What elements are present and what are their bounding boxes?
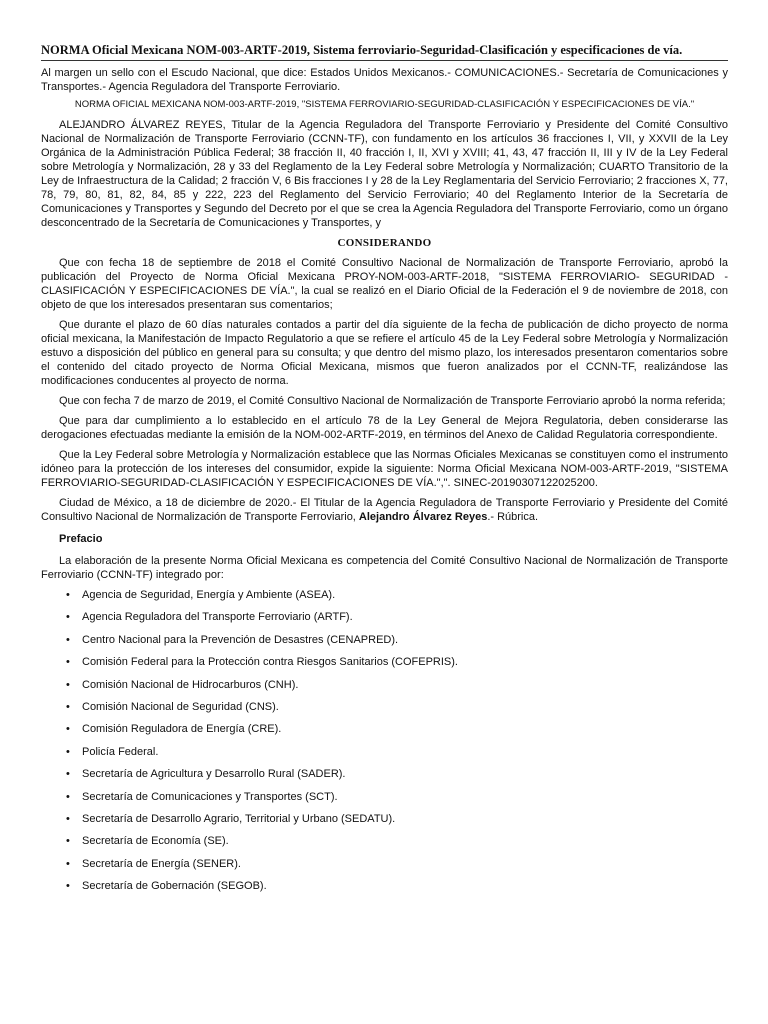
list-item — [41, 879, 728, 901]
list-item — [41, 812, 728, 834]
bullet-icon: • — [66, 812, 70, 825]
member-name: Comisión Nacional de Seguridad (CNS). — [82, 700, 279, 713]
considerando-paragraph: Que la Ley Federal sobre Metrología y Normalización establece que las Normas Oficiales Mexicanas se constituyen como el instrumento idóneo para la protección de los intereses del consumidor, expide la siguiente: Norma Oficial Mexicana NOM-003-ARTF-2019, "SISTEMA FERROVIARIO-SEGURIDAD-CLASIFICACIÓN Y ESPECIFICACIONES DE VÍA.",". SINEC-20190307122025200. — [41, 449, 728, 489]
document-title: NORMA Oficial Mexicana NOM-003-ARTF-2019, Sistema ferroviario-Seguridad-Clasificación y especificaciones de vía. — [41, 42, 728, 61]
bullet-icon: • — [66, 857, 70, 870]
considerando-paragraph: Que durante el plazo de 60 días naturales contados a partir del día siguiente de la fecha de publicación de dicho proyecto de norma oficial mexicana, la Manifestación de Impacto Regulatorio a que se refiere el artículo 45 de la Ley Federal sobre Metrología y Normalización estuvo a disposición del público en general para su consulta; y que dentro del mismo plazo, los interesados presentaron comentarios sobre el contenido del citado proyecto de Norma Oficial Mexicana, mismos que fueron analizados por el CCNN-TF, realizándose las modificaciones conducentes al proyecto de norma. — [41, 319, 728, 387]
member-name: Agencia de Seguridad, Energía y Ambiente (ASEA). — [82, 589, 336, 601]
member-name: Comisión Reguladora de Energía (CRE). — [82, 723, 282, 736]
list-item — [41, 655, 728, 677]
standard-caption: NORMA OFICIAL MEXICANA NOM-003-ARTF-2019, "SISTEMA FERROVIARIO-SEGURIDAD-CLASIFICACIÓN Y ESPECIFICACIONES DE VÍA." — [74, 99, 695, 110]
bullet-icon: • — [66, 835, 70, 848]
member-name: Secretaría de Comunicaciones y Transportes (SCT). — [82, 790, 338, 803]
bullet-icon: • — [66, 880, 70, 893]
seal-margin-note: Al margen un sello con el Escudo Nacional, que dice: Estados Unidos Mexicanos.- COMUNICACIONES.- Secretaría de Comunicaciones y Transportes.- Agencia Reguladora del Transporte Ferroviario. — [41, 67, 728, 93]
member-name: Secretaría de Desarrollo Agrario, Territorial y Urbano (SEDATU). — [82, 812, 396, 825]
bullet-icon: • — [66, 656, 70, 669]
committee-members-list — [41, 588, 728, 901]
signer-name: Alejandro Álvarez Reyes — [358, 511, 488, 523]
list-item — [41, 834, 728, 856]
considerando-paragraph: Que para dar cumplimiento a lo establecido en el artículo 78 de la Ley General de Mejora Regulatoria, deben considerarse las derogaciones efectuadas mediante la emisión de la NOM-002-ARTF-2019, en términos del Anexo de Calidad Regulatoria correspondiente. — [41, 415, 728, 441]
member-name: Comisión Nacional de Hidrocarburos (CNH). — [82, 678, 299, 691]
bullet-icon: • — [66, 678, 70, 691]
prefacio-heading: Prefacio — [59, 533, 103, 545]
considerando-heading: CONSIDERANDO — [337, 237, 432, 249]
considerando-paragraph: Que con fecha 7 de marzo de 2019, el Comité Consultivo Nacional de Normalización de Transporte Ferroviario aprobó la norma referida; — [59, 395, 726, 407]
closing-suffix: .- Rúbrica. — [487, 511, 539, 523]
member-name: Comisión Federal para la Protección contra Riesgos Sanitarios (COFEPRIS). — [82, 656, 458, 669]
member-name: Secretaría de Gobernación (SEGOB). — [82, 880, 267, 893]
list-item — [41, 722, 728, 744]
list-item — [41, 633, 728, 655]
list-item — [41, 678, 728, 700]
bullet-icon: • — [66, 768, 70, 781]
bullet-icon: • — [66, 633, 70, 646]
list-item — [41, 610, 728, 632]
closing-text: Ciudad de México, a 18 de diciembre de 2020.- El Titular de la Agencia Reguladora de Transporte Ferroviario y Presidente del Comité Consultivo Nacional de Normalización de Transporte Ferroviario, — [41, 497, 728, 523]
member-name: Secretaría de Agricultura y Desarrollo Rural (SADER). — [82, 768, 346, 781]
list-item — [41, 588, 728, 610]
list-item — [41, 790, 728, 812]
list-item — [41, 745, 728, 767]
member-name: Centro Nacional para la Prevención de Desastres (CENAPRED). — [82, 633, 399, 646]
bullet-icon: • — [66, 589, 70, 601]
list-item — [41, 767, 728, 789]
bullet-icon: • — [66, 723, 70, 736]
bullet-icon: • — [66, 790, 70, 803]
member-name: Secretaría de Energía (SENER). — [82, 857, 241, 870]
considerando-paragraph: Que con fecha 18 de septiembre de 2018 el Comité Consultivo Nacional de Normalización de Transporte Ferroviario, aprobó la publicación del Proyecto de Norma Oficial Mexicana PROY-NOM-003-ARTF-2018, "SISTEMA FERROVIARIO- SEGURIDAD - CLASIFICACIÓN Y ESPECIFICACIONES DE VÍA.", la cual se realizó en el Diario Oficial de la Federación el 9 de noviembre de 2018, con objeto de que los interesados presentaran sus comentarios; — [41, 257, 728, 311]
bullet-icon: • — [66, 611, 70, 624]
member-name: Secretaría de Economía (SE). — [82, 835, 229, 848]
prefacio-paragraph: La elaboración de la presente Norma Oficial Mexicana es competencia del Comité Consultivo Nacional de Normalización de Transporte Ferroviario (CCNN-TF) integrado por: — [41, 555, 728, 581]
member-name: Agencia Reguladora del Transporte Ferroviario (ARTF). — [82, 611, 353, 624]
list-item — [41, 857, 728, 879]
list-item — [41, 700, 728, 722]
intro-paragraph: ALEJANDRO ÁLVAREZ REYES, Titular de la Agencia Reguladora del Transporte Ferroviario y Presidente del Comité Consultivo Nacional de Normalización de Transporte Ferroviario (CCNN-TF), con fundamento en los artículos 36 fracciones I, VII, y XXVII de la Ley Orgánica de la Administración Pública Federal; 38 fracción II, 40 fracción I, II, XVI y XVIII; 41, 43, 47 fracción II, III y IV de la Ley Federal sobre Metrología y Normalización, 28 y 33 del Reglamento de la Ley Federal sobre Metrología y Normalización; CUARTO Transitorio de la Ley de Infraestructura de la Calidad; 2 fracción V, 6 Bis fracciones I y 28 de la Ley Reglamentaria del Servicio Ferroviario; 2 fracciones X, 77, 78, 79, 80, 81, 82, 84, 85 y 222, 223 del Reglamento del Servicio Ferroviario; 40 del Reglamento Interior de la Secretaría de Comunicaciones y Transportes y Segundo del Decreto por el que se crea la Agencia Reguladora del Transporte Ferroviario, como un órgano desconcentrado de la Secretaría de Comunicaciones y Transportes, y — [41, 119, 728, 229]
closing-paragraph — [41, 496, 728, 524]
bullet-icon: • — [66, 700, 70, 713]
bullet-icon: • — [66, 745, 70, 758]
member-name: Policía Federal. — [82, 745, 159, 758]
